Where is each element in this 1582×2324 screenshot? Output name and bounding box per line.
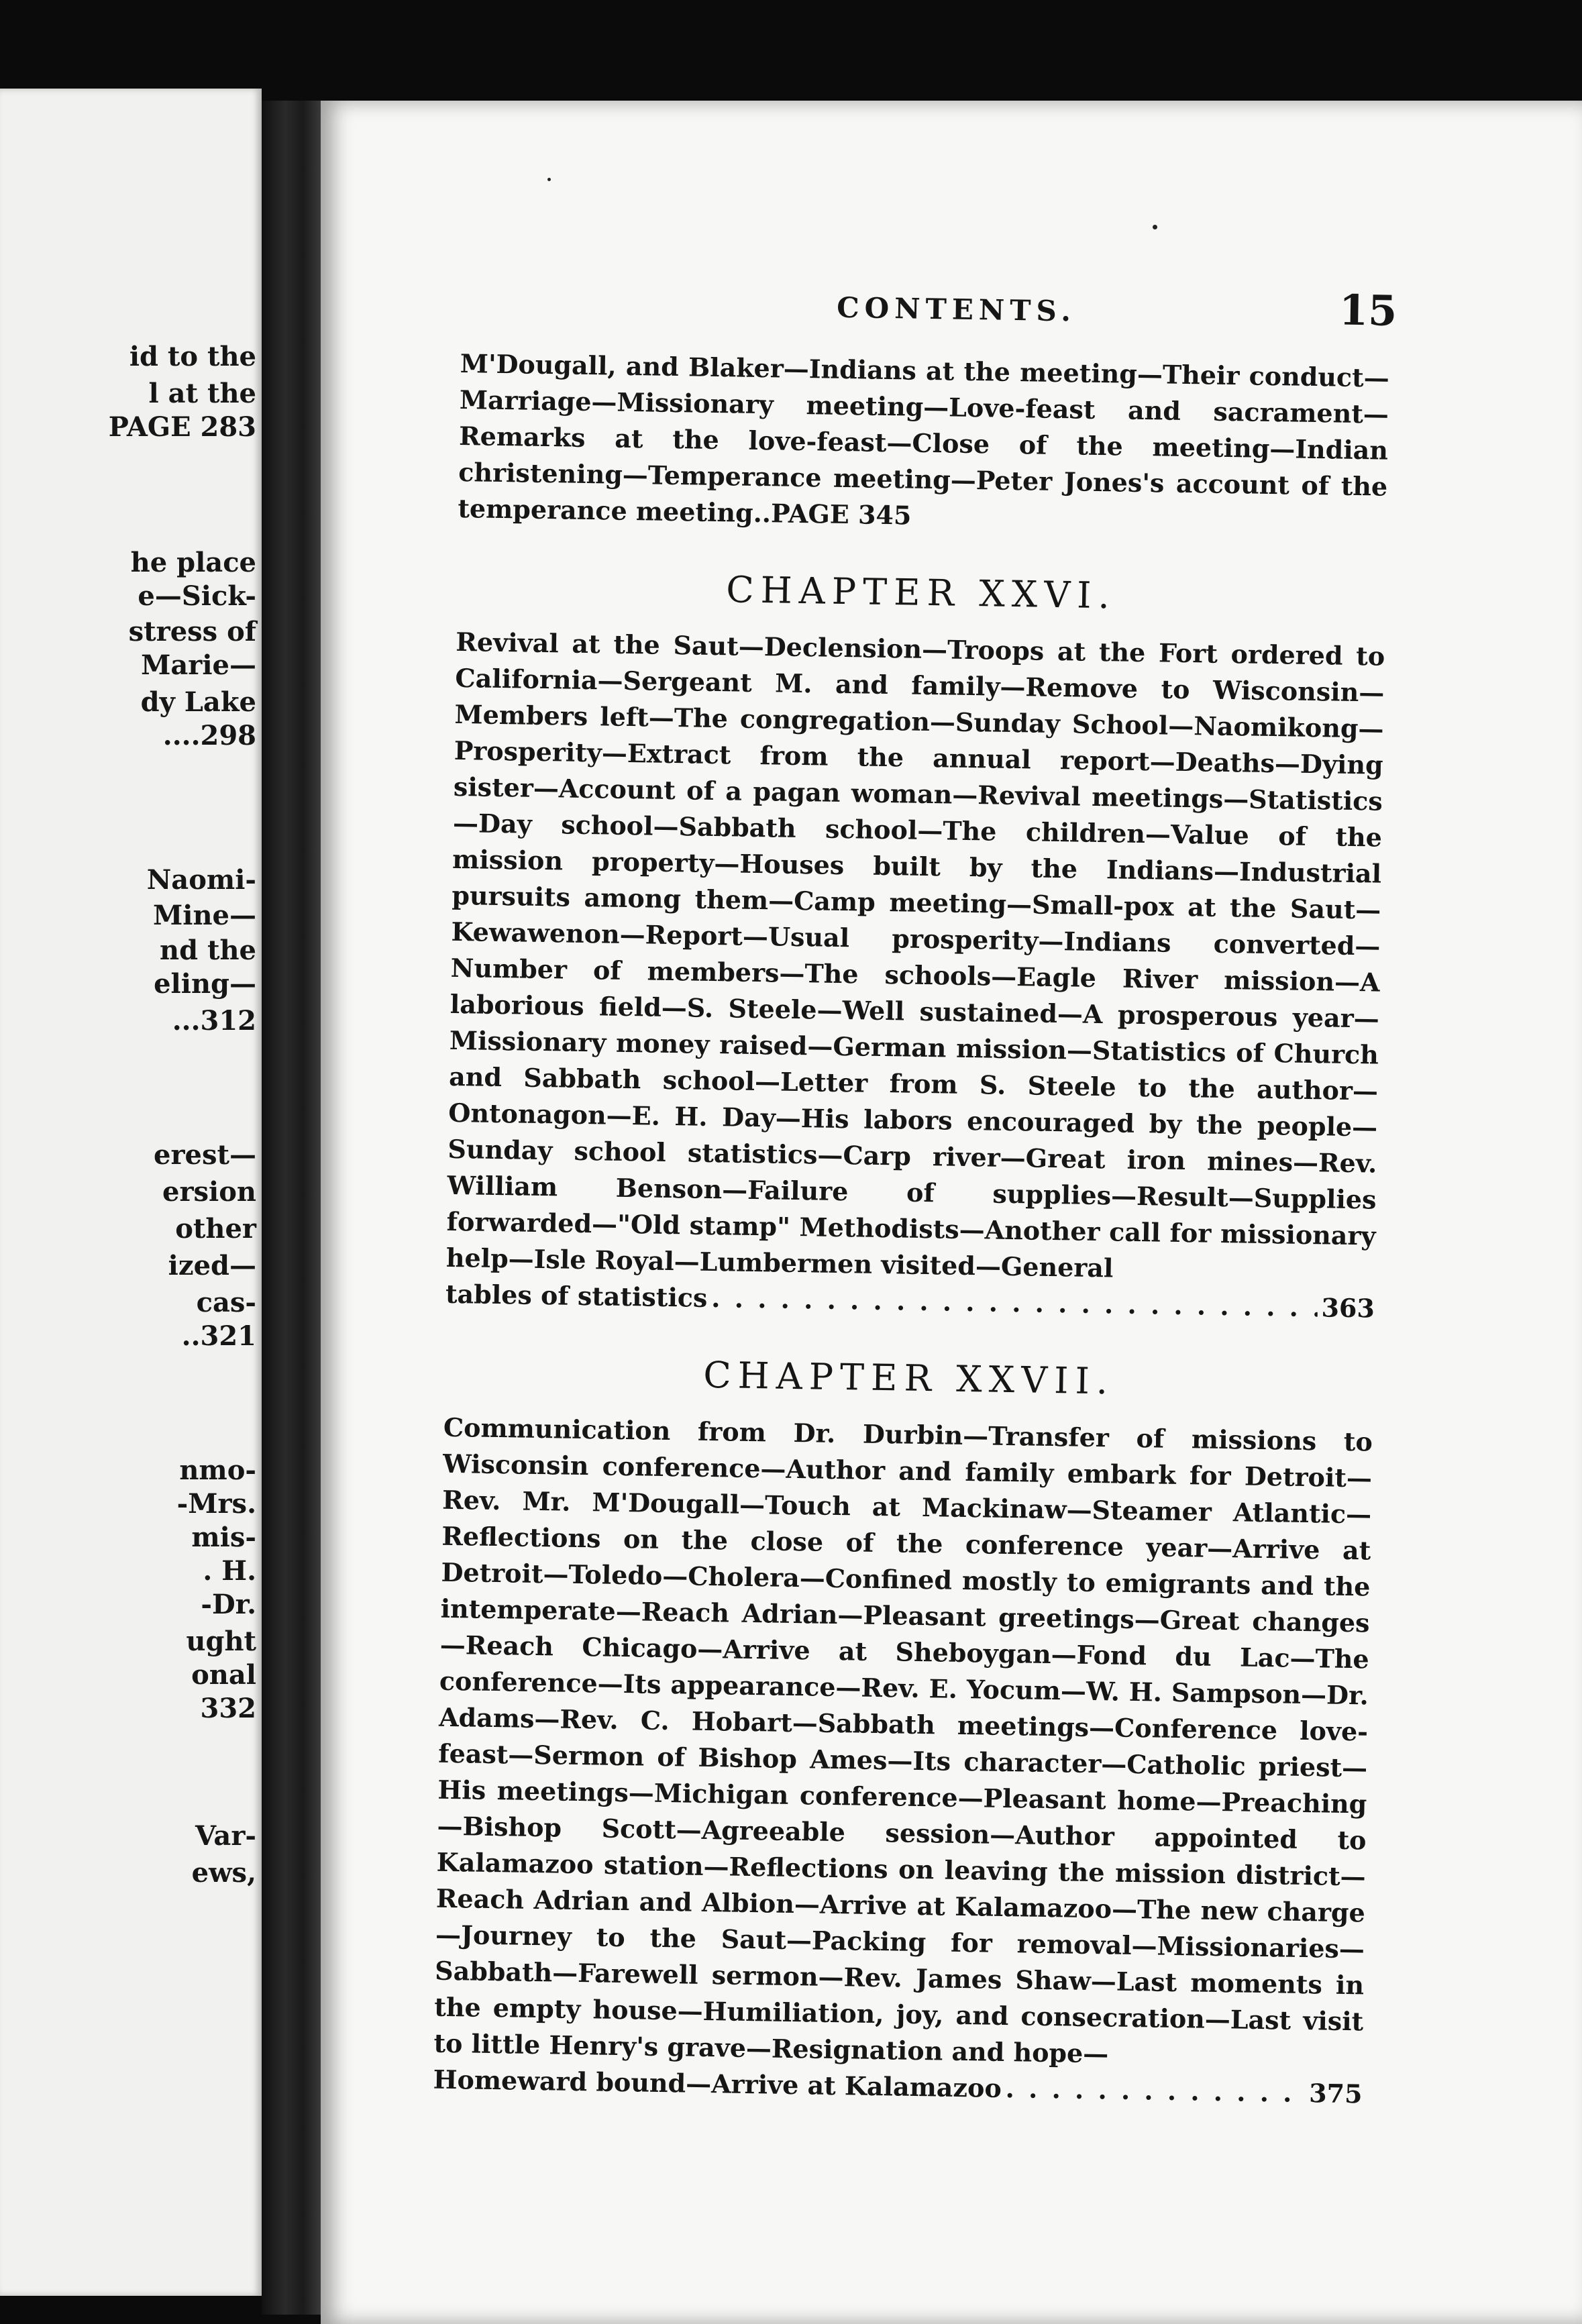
left-page-fragment: other	[175, 1213, 256, 1245]
left-page-fragment: ews,	[191, 1857, 256, 1889]
page-number: 15	[1338, 285, 1398, 335]
page-content	[433, 272, 1398, 2112]
left-page-fragment: id to the	[129, 341, 256, 372]
chapter-last-line: tables of statistics	[445, 1278, 708, 1313]
left-page-fragment: nd the	[160, 935, 256, 966]
intro-entry-page-ref: ..PAGE 345	[753, 497, 912, 531]
intro-entry	[458, 346, 1389, 541]
left-page-fragment: Marie—	[141, 649, 256, 681]
left-page-fragment: ught	[186, 1626, 256, 1657]
chapter-page-number: 363	[1321, 1292, 1375, 1324]
running-head	[460, 272, 1398, 360]
dot-leader	[1005, 2070, 1305, 2111]
left-page-fragment: onal	[191, 1659, 256, 1691]
left-page-fragment: Var-	[195, 1820, 256, 1852]
left-page-fragment: ...312	[172, 1005, 256, 1037]
left-page-fragment: eling—	[154, 968, 256, 1000]
left-page-fragment: ....298	[162, 720, 256, 751]
page-speck	[1153, 225, 1157, 229]
left-page-fragment: Mine—	[152, 900, 256, 931]
left-page-fragment: erest—	[154, 1139, 256, 1171]
left-page-fragment: PAGE 283	[108, 411, 256, 443]
page-speck	[547, 178, 551, 181]
left-page-fragment: 332	[200, 1693, 256, 1724]
intro-entry-text: M'Dougall, and Blaker—Indians at the meeting—Their conduct—Marriage—Missionary meeting—Love-feast and sacrament—Remarks at the love-feast—Close of the meeting—Indian christening—Temperance meeting—Peter Jones's account of the temperance meeting	[458, 348, 1390, 528]
chapter-last-line: Homeward bound—Arrive at Kalamazoo	[433, 2064, 1002, 2103]
chapter-page-number: 375	[1308, 2078, 1363, 2109]
left-page-fragment: Naomi-	[146, 864, 256, 896]
left-page-fragment: ized—	[168, 1250, 256, 1281]
chapter-xxvii	[433, 1350, 1373, 2113]
running-title: CONTENTS.	[836, 290, 1077, 328]
chapter-heading: CHAPTER XXVI.	[725, 568, 1117, 617]
left-page-fragment: mis-	[191, 1522, 256, 1553]
left-page-fragment: he place	[130, 547, 256, 578]
left-page-fragment: e—Sick-	[138, 580, 256, 612]
chapter-heading: CHAPTER XXVII.	[702, 1353, 1115, 1403]
chapter-xxvi	[445, 564, 1386, 1327]
left-page-fragment: -Mrs.	[176, 1488, 256, 1520]
left-page-fragment: ..321	[181, 1320, 256, 1352]
left-page-fragment: ersion	[162, 1176, 256, 1208]
chapter-summary: Revival at the Saut—Declension—Troops at the Fort ordered to California—Sergeant M. and family—Remove to Wisconsin—Members left—The congregation—Sunday School—Naomikong—Prosperity—Extract from the annual report—Deaths—Dying sister—Account of a pagan woman—Revival meetings—Statistics—Day school—Sabbath school—The children—Value of the mission property—Houses built by the Indians—Industrial pursuits among them—Camp meeting—Small-pox at the Saut—Kewawenon—Report—Usual prosperity—Indians converted—Number of members—The schools—Eagle River mission—A laborious field—S. Steele—Well sustained—A prosperous year—Missionary money raised—German mission—Statistics of Church and Sabbath school—Letter from S. Steele to the author—Ontonagon—E. H. Day—His labors encouraged by the people—Sunday school statistics—Carp river—Great iron mines—Rev. William Benson—Failure of supplies—Result—Supplies forwarded—"Old stamp" Methodists—Another call for missionary help—Isle Royal—Lumbermen visited—General	[445, 626, 1385, 1283]
left-facing-page	[0, 89, 262, 2296]
book-gutter	[262, 101, 321, 2315]
left-page-fragment: cas-	[196, 1287, 256, 1318]
left-page-fragment: stress of	[128, 616, 256, 647]
chapter-summary: Communication from Dr. Durbin—Transfer of missions to Wisconsin conference—Author and family embark for Detroit—Rev. Mr. M'Dougall—Touch at Mackinaw—Steamer Atlantic—Reflections on the close of the conference year—Arrive at Detroit—Toledo—Cholera—Confined mostly to emigrants and the intemperate—Reach Adrian—Pleasant greetings—Great changes—Reach Chicago—Arrive at Sheboygan—Fond du Lac—The conference—Its appearance—Rev. E. Yocum—W. H. Sampson—Dr. Adams—Rev. C. Hobart—Sabbath meetings—Conference love-feast—Sermon of Bishop Ames—Its character—Catholic priest—His meetings—Michigan conference—Pleasant home—Preaching—Bishop Scott—Agreeable session—Author appointed to Kalamazoo station—Reflections on leaving the mission district—Reach Adrian and Albion—Arrive at Kalamazoo—The new charge—Journey to the Saut—Packing for removal—Missionaries—Sabbath—Farewell sermon—Rev. James Shaw—Last moments in the empty house—Humiliation, joy, and consecration—Last visit to little Henry's grave—Resignation and hope—	[433, 1412, 1373, 2069]
left-page-fragment: -Dr.	[201, 1589, 256, 1620]
left-page-fragment: l at the	[148, 378, 256, 409]
left-page-fragment: nmo-	[179, 1455, 256, 1486]
contents-page	[321, 101, 1582, 2324]
left-page-fragment: . H.	[203, 1555, 256, 1587]
left-page-fragment: dy Lake	[140, 686, 256, 718]
